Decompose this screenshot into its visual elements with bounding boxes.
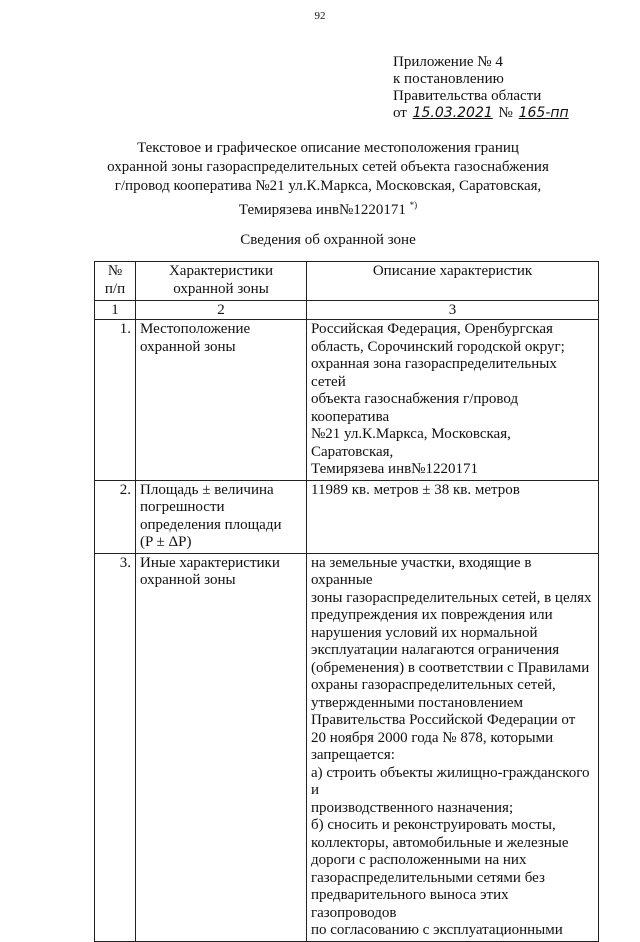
column-number-1: 1 xyxy=(95,301,136,320)
appendix-line-3: Правительства области xyxy=(393,88,542,104)
cell-line: Правительства Российской Федерации от xyxy=(311,712,576,728)
cell-line: производственного назначения; xyxy=(311,799,514,816)
resolution-date: 15.03.2021 xyxy=(412,105,493,121)
cell-line: зоны газораспределительных сетей, в целях xyxy=(311,589,592,606)
cell-line: охраны газораспределительных сетей, xyxy=(311,677,556,693)
table-row xyxy=(95,320,599,481)
title-line-2: охранной зоны газораспределительных сетей объекта газоснабжения xyxy=(107,159,549,175)
cell-line: охранной зоны xyxy=(140,572,236,588)
document-title xyxy=(90,139,566,220)
cell-line: область, Сорочинский городской округ; xyxy=(311,338,565,355)
row-description xyxy=(307,480,599,553)
cell-line: предварительного выноса этих газопроводов xyxy=(311,887,509,921)
number-sign: № xyxy=(498,105,513,121)
cell-line: Иные характеристики xyxy=(140,554,280,571)
cell-line: Местоположение xyxy=(140,321,251,337)
cell-line: Темирязева инв№1220171 xyxy=(311,461,478,477)
title-line-3: г/провод кооператива №21 ул.К.Маркса, Московская, Саратовская, xyxy=(114,178,542,194)
appendix-line-1: Приложение № 4 xyxy=(393,54,503,70)
title-line-1: Текстовое и графическое описание местоположения границ xyxy=(137,140,519,156)
row-characteristic xyxy=(136,480,307,553)
title-line-4-text: Темирязева инв№1220171 xyxy=(238,202,406,218)
header-characteristics xyxy=(136,262,307,301)
row-description xyxy=(307,553,599,941)
column-number-row xyxy=(95,301,599,320)
row-number: 1. xyxy=(95,320,136,481)
cell-line: охранной зоны xyxy=(140,338,236,355)
row-description xyxy=(307,320,599,481)
cell-line: коллекторы, автомобильные и железные xyxy=(311,834,569,851)
row-characteristic xyxy=(136,320,307,481)
title-line-4 xyxy=(90,196,566,220)
cell-line: по согласованию с эксплуатационными xyxy=(311,922,563,938)
header-number-line-1: № xyxy=(107,263,123,279)
row-characteristic xyxy=(136,553,307,941)
cell-line: 11989 кв. метров ± 38 кв. метров xyxy=(311,481,520,498)
header-description: Описание характеристик xyxy=(307,262,599,301)
cell-line: дороги с расположенными на них xyxy=(311,852,527,868)
appendix-line-2: к постановлению xyxy=(393,71,504,87)
table-row xyxy=(95,480,599,553)
cell-line: нарушения условий их нормальной xyxy=(311,624,538,641)
cell-line: (обременения) в соответствии с Правилами xyxy=(311,659,590,676)
appendix-block xyxy=(393,54,571,122)
cell-line: Площадь ± величина xyxy=(140,481,274,498)
header-characteristics-line-2: охранной зоны xyxy=(173,280,269,297)
protection-zone-table xyxy=(94,261,599,942)
page-number: 92 xyxy=(314,10,326,22)
column-number-2: 2 xyxy=(136,301,307,320)
cell-line: б) сносить и реконструировать мосты, xyxy=(311,817,556,833)
row-number: 3. xyxy=(95,553,136,941)
cell-line: предупреждения их повреждения или xyxy=(311,607,553,623)
cell-line: объекта газоснабжения г/провод кооператива xyxy=(311,391,519,425)
cell-line: (P ± ΔP) xyxy=(140,534,192,550)
cell-line: утвержденными постановлением xyxy=(311,694,523,711)
section-title: Сведения об охранной зоне xyxy=(240,232,416,248)
column-number-3: 3 xyxy=(307,301,599,320)
cell-line: определения площади xyxy=(140,516,282,533)
header-number-line-2: п/п xyxy=(104,280,126,297)
footnote-mark: *) xyxy=(409,200,418,210)
resolution-number: 165-пп xyxy=(518,105,569,121)
date-prefix: от xyxy=(393,105,407,121)
cell-line: эксплуатации налагаются ограничения xyxy=(311,642,560,658)
table-row xyxy=(95,553,599,941)
cell-line: газораспределительными сетями без xyxy=(311,869,545,886)
cell-line: погрешности xyxy=(140,499,225,515)
cell-line: охранная зона газораспределительных сетей xyxy=(311,356,557,390)
cell-line: запрещается: xyxy=(311,747,395,763)
table-header-row xyxy=(95,262,599,301)
cell-line: Российская Федерация, Оренбургская xyxy=(311,321,553,337)
cell-line: №21 ул.К.Маркса, Московская, Саратовская, xyxy=(311,426,511,460)
header-characteristics-line-1: Характеристики xyxy=(168,263,274,279)
header-number xyxy=(95,262,136,301)
cell-line: 20 ноября 2000 года № 878, которыми xyxy=(311,729,554,746)
cell-line: на земельные участки, входящие в охранные xyxy=(311,554,532,588)
cell-line: а) строить объекты жилищно-гражданского и xyxy=(311,764,590,798)
appendix-date-line xyxy=(393,105,571,122)
row-number: 2. xyxy=(95,480,136,553)
